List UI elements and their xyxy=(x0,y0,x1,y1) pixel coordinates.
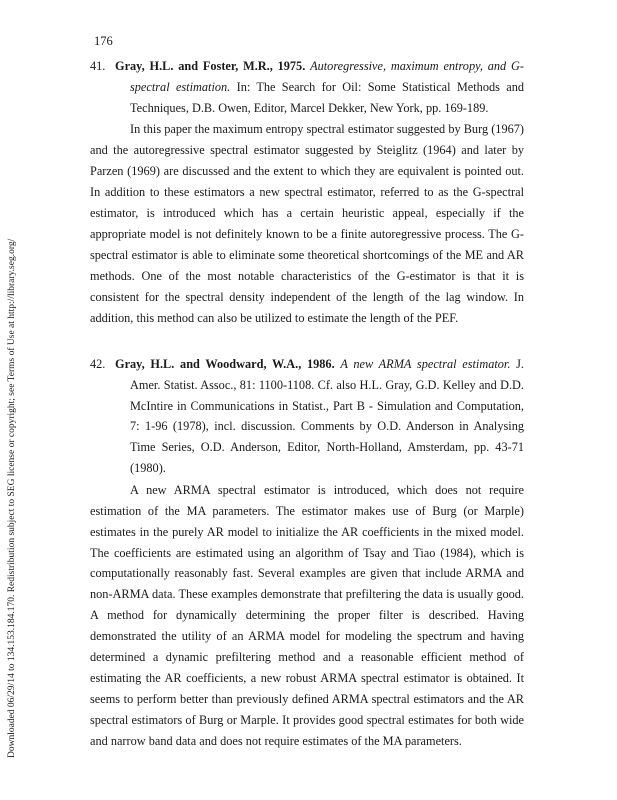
citation-source: In: The Search for Oil: Some Statistical Methods and Techniques, D.B. Owen, Editor, Marcel Dekker, New York, pp. 169-189. xyxy=(130,79,524,115)
citation xyxy=(90,354,524,479)
abstract: In this paper the maximum entropy spectral estimator suggested by Burg (1967) and the autoregressive spectral estimator suggested by Steiglitz (1964) and later by Parzen (1969) are discussed and the extent to which they are equivalent is pointed out. In addition to these estimators a new spectral estimator, referred to as the G-spectral estimator, is introduced which has a certain heuristic appeal, especially if the appropriate model is not definitely known to be a finite autoregressive process. The G-spectral estimator is able to eliminate some theoretical shortcomings of the ME and AR methods. One of the most notable characteristics of the G-estimator is that it is consistent for the spectral density independent of the length of the lag window. In addition, this method can also be utilized to estimate the length of the PEF. xyxy=(90,122,524,325)
citation xyxy=(90,56,524,118)
citation-source: J. Amer. Statist. Assoc., 81: 1100-1108. Cf. also H.L. Gray, G.D. Kelley and D.D. McIntire in Communications in Statist., Part B - Simulation and Computation, 7: 1-96 (1978), incl. discussion. Comments by O.D. Anderson in Analysing Time Series, O.D. Anderson, Editor, North-Holland, Amsterdam, pp. 43-71 (1980). xyxy=(130,357,525,475)
bibliography-entry xyxy=(90,354,524,752)
citation-title: A new ARMA spectral estimator. xyxy=(340,357,511,371)
citation-title: Autoregressive, maximum entropy, and G-spectral estimation. xyxy=(130,59,524,94)
entry-number: 42. xyxy=(90,357,106,371)
entry-number: 41. xyxy=(90,59,106,73)
citation-authors: Gray, H.L. and Foster, M.R., 1975. xyxy=(115,59,306,73)
download-notice: Downloaded 06/29/14 to 134.153.184.170. Redistribution subject to SEG license or copyright; see Terms of Use at http://library.seg.org/ xyxy=(7,238,17,758)
page-number: 176 xyxy=(94,34,113,48)
citation-authors: Gray, H.L. and Woodward, W.A., 1986. xyxy=(115,357,335,371)
bibliography-entry xyxy=(90,56,524,328)
abstract: A new ARMA spectral estimator is introduced, which does not require estimation of the MA parameters. The estimator makes use of Burg (or Marple) estimates in the purely AR model to initialize the AR coefficients in the mixed model. The coefficients are estimated using an algorithm of Tsay and Tiao (1984), which is computationally reasonably fast. Several examples are given that include ARMA and non-ARMA data. These examples demonstrate that prefiltering the data is usually good. A method for dynamically determining the proper filter is described. Having demonstrated the utility of an ARMA model for modeling the spectrum and having determined a dynamic prefiltering method and a reasonable efficient method of estimating the AR coefficients, a new robust ARMA spectral estimator is obtained. It seems to perform better than previously defined ARMA spectral estimators and the AR spectral estimators of Burg or Marple. It provides good spectral estimates for both wide and narrow band data and does not require estimates of the MA parameters. xyxy=(90,482,524,748)
